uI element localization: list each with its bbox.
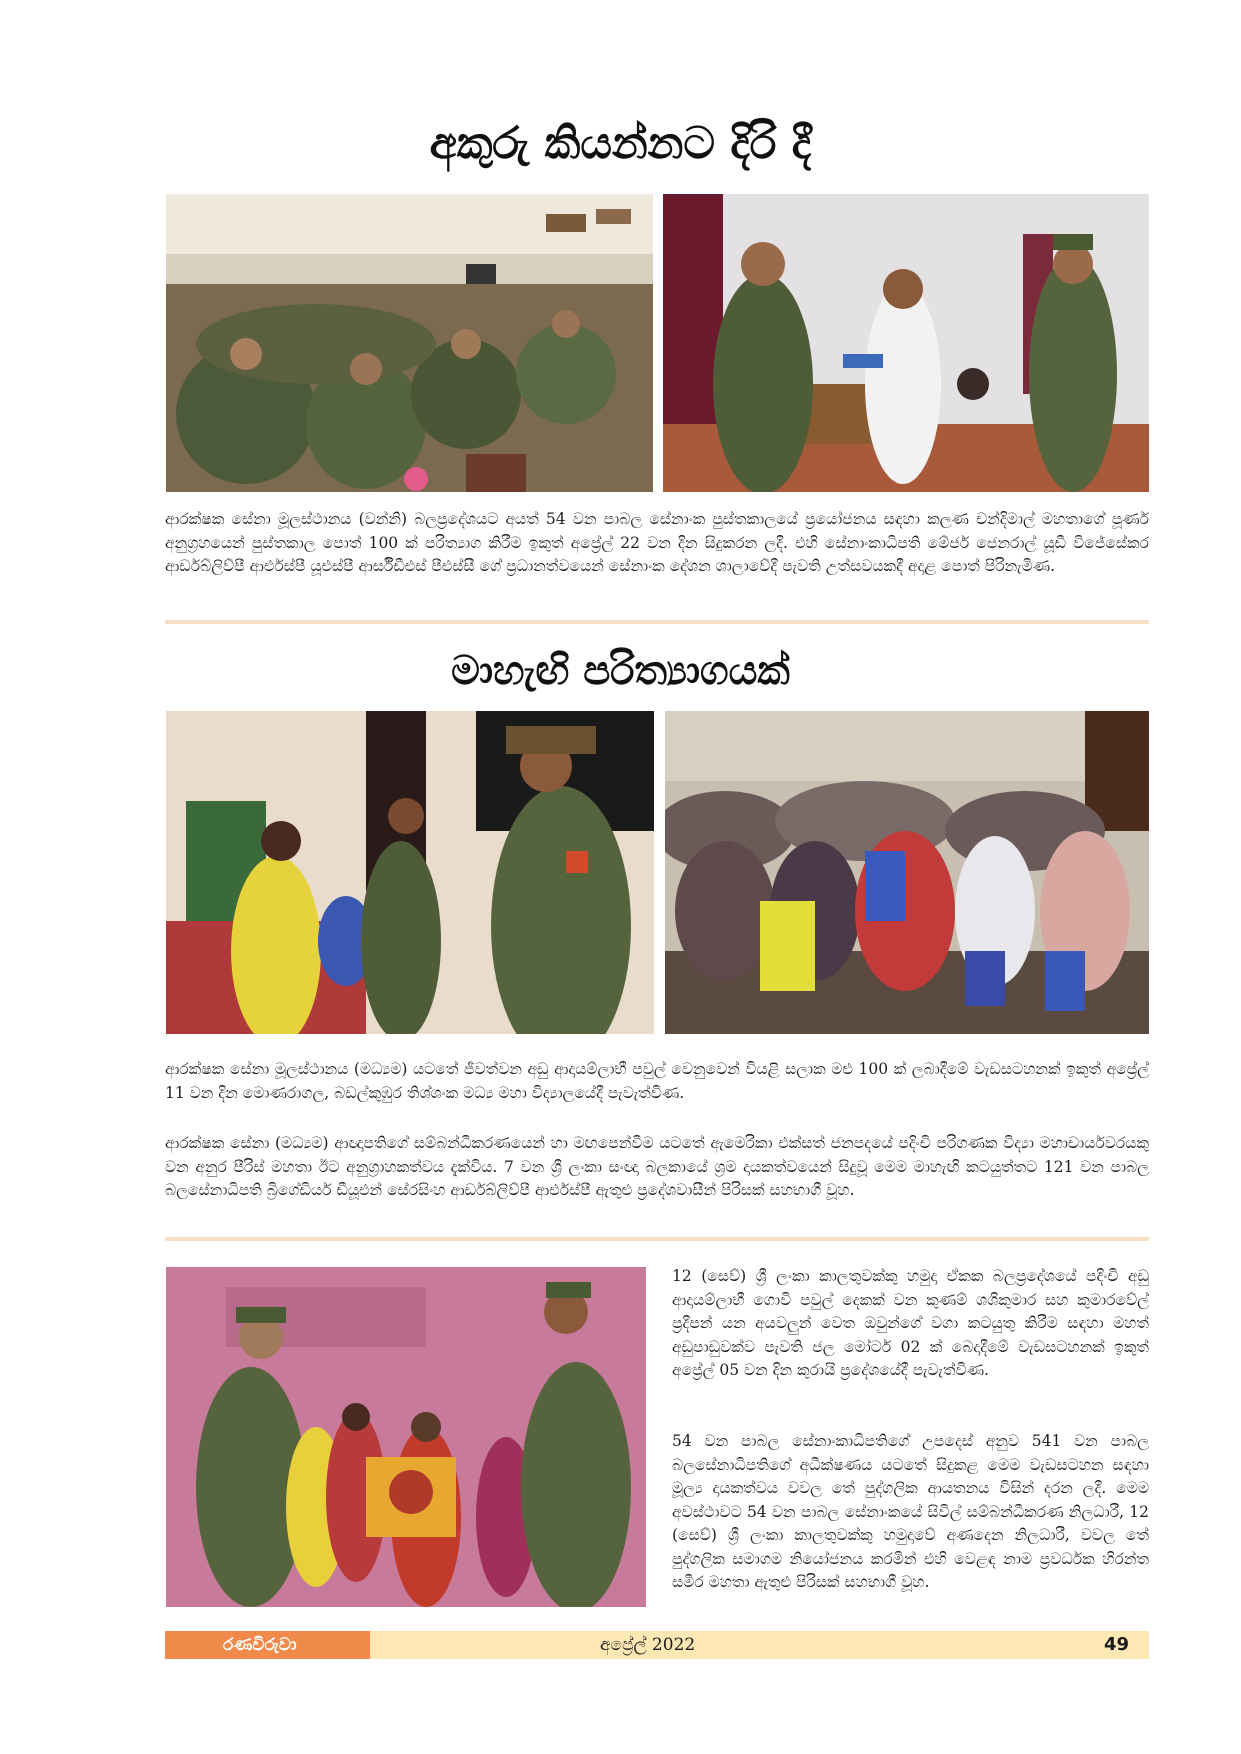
water-pump-donation-photo [166, 1267, 646, 1607]
soldiers-audience-photo [166, 194, 653, 492]
article-3-paragraph-2: 54 වන පාබල සේනාංකාධිපතිගේ උපදෙස් අනුව 541 වන පාබල බලසේනාධිපතිගේ අධීක්ෂණය යටතේ සිදුකළ මෙම වැඩසටහන සඳහා මූල්‍ය දායකත්වය වවල තේ පුද්ගලික ආයතනය විසින් දරන ලදී. මෙම අවස්ථාවට 54 වන පාබල සේනාංකයේ සිවිල් සම්බන්ධීකරණ නිලධාරී, 12 (සෙව්) ශ්‍රී ලංකා කාලතුවක්කු හමුදාවේ අණදෙන නිලධාරී, වවල තේ පුද්ගලික සමාගම නියෝජනය කරමින් එහි වෙළඳ නාම ප්‍රවර්ධක හිරන්ත සමීර මහතා ඇතුළු පිරිසක් සහභාගී වූහ. [672, 1432, 1149, 1591]
bag-distribution-photo [166, 711, 654, 1034]
section-divider-2 [165, 1237, 1149, 1241]
article-1-caption: ආරක්ෂක සේනා මූලස්ථානය (වන්නි) බලප්‍රදේශයට අයත් 54 වන පාබල සේනාංක පුස්තකාලයේ ප්‍රයෝජනය සඳහා කලණ චන්දිමාල් මහතාගේ පූර්ණ අනුග්‍රහයෙන් පුස්තකාල පොත් 100 ක් පරිත්‍යාග කිරීම ඉකුත් අප්‍රේල් 22 වන දින සිදුකරන ලදී. එහි සේනාංකාධිපති මේජර් ජෙනරාල් යූඩී විජේසේකර ආර්ඩබ්ලිව්පී ආර්එස්පී යූඑස්පී ආර්සීඩීඑස් පීඑස්සී ගේ ප්‍රධානත්වයෙන් සේනාංක දේශන ශාලාවේදී පැවති උත්සවයකදී අදාළ පොත් පිරිනැමිණ. [165, 510, 1149, 575]
article-2-title: මාහැඟි පරිත්‍යාගයක් [451, 648, 790, 694]
recipients-seated-photo [665, 711, 1149, 1034]
article-1-title: අකුරු කියන්නට දිරි දී [429, 118, 812, 169]
section-divider-1 [165, 620, 1149, 624]
article-2-paragraph-2: ආරක්ෂක සේනා (මධ්‍යම) ආඥාපතිගේ සම්බන්ධීකරණයෙන් හා මඟපෙන්වීම යටතේ ඇමෙරිකා එක්සත් ජනපදයේ පදිංචි පරිගණක විද්‍යා මහාචාර්යවරයකු වන අනුර පීරිස් මහතා ඊට අනුග්‍රාහකත්වය දැක්විය. 7 වන ශ්‍රී ලංකා සංඥා බලකායේ ශ්‍රම දායකත්වයෙන් සිදුවූ මෙම මාහැඟි කටයුත්තට 121 වන පාබල බලසේනාධිපති බ්‍රිගේඩියර් ඩීයූඑන් සේරසිංහ ආර්ඩබ්ලිව්පී ආර්එස්පී ඇතුළු ප්‍රදේශවාසීන් පිරිසක් සහභාගී වූහ. [165, 1134, 1149, 1199]
page-footer [165, 1631, 1149, 1659]
magazine-name: රණවිරුවා [165, 1631, 370, 1659]
article-2-paragraph-1: ආරක්ෂක සේනා මූලස්ථානය (මධ්‍යම) යටතේ ජීවත්වන අඩු ආදායම්ලාභී පවුල් වෙනුවෙන් වියළි සලාක මළු 100 ක් ලබාදීමේ වැඩසටහනක් ඉකුත් අප්‍රේල් 11 වන දින මොණරාගල, බඩල්කුඹුර තිශ්ශංක මධ්‍ය මහා විද්‍යාලයේදී පැවැත්විණ. [165, 1060, 1149, 1102]
footer-band [370, 1631, 1149, 1659]
page-number: 49 [1103, 1634, 1129, 1655]
book-handover-photo [663, 194, 1149, 492]
issue-month: අප්‍රේල් 2022 [600, 1635, 696, 1655]
article-3-paragraph-1: 12 (සෙව්) ශ්‍රී ලංකා කාලතුවක්කු හමුදා ඒකක බලප්‍රදේශයේ පදිංචි අඩු ආදායම්ලාභී ගොවි පවුල් දෙකක් වන කුණම් ශශිකුමාර සහ කුමාරවේල් ප්‍රදීපන් යන අයවලුන් වෙත ඔවුන්ගේ වගා කටයුතු කිරීම සඳහා මහත් අඩුපාඩුවක්ව පැවති ජල මෝටර් 02 ක් බෙදාදීමේ වැඩසටහනක් ඉකුත් අප්‍රේල් 05 වන දින කුරායි ප්‍රදේශයේදී පැවැත්විණ. [672, 1267, 1149, 1379]
